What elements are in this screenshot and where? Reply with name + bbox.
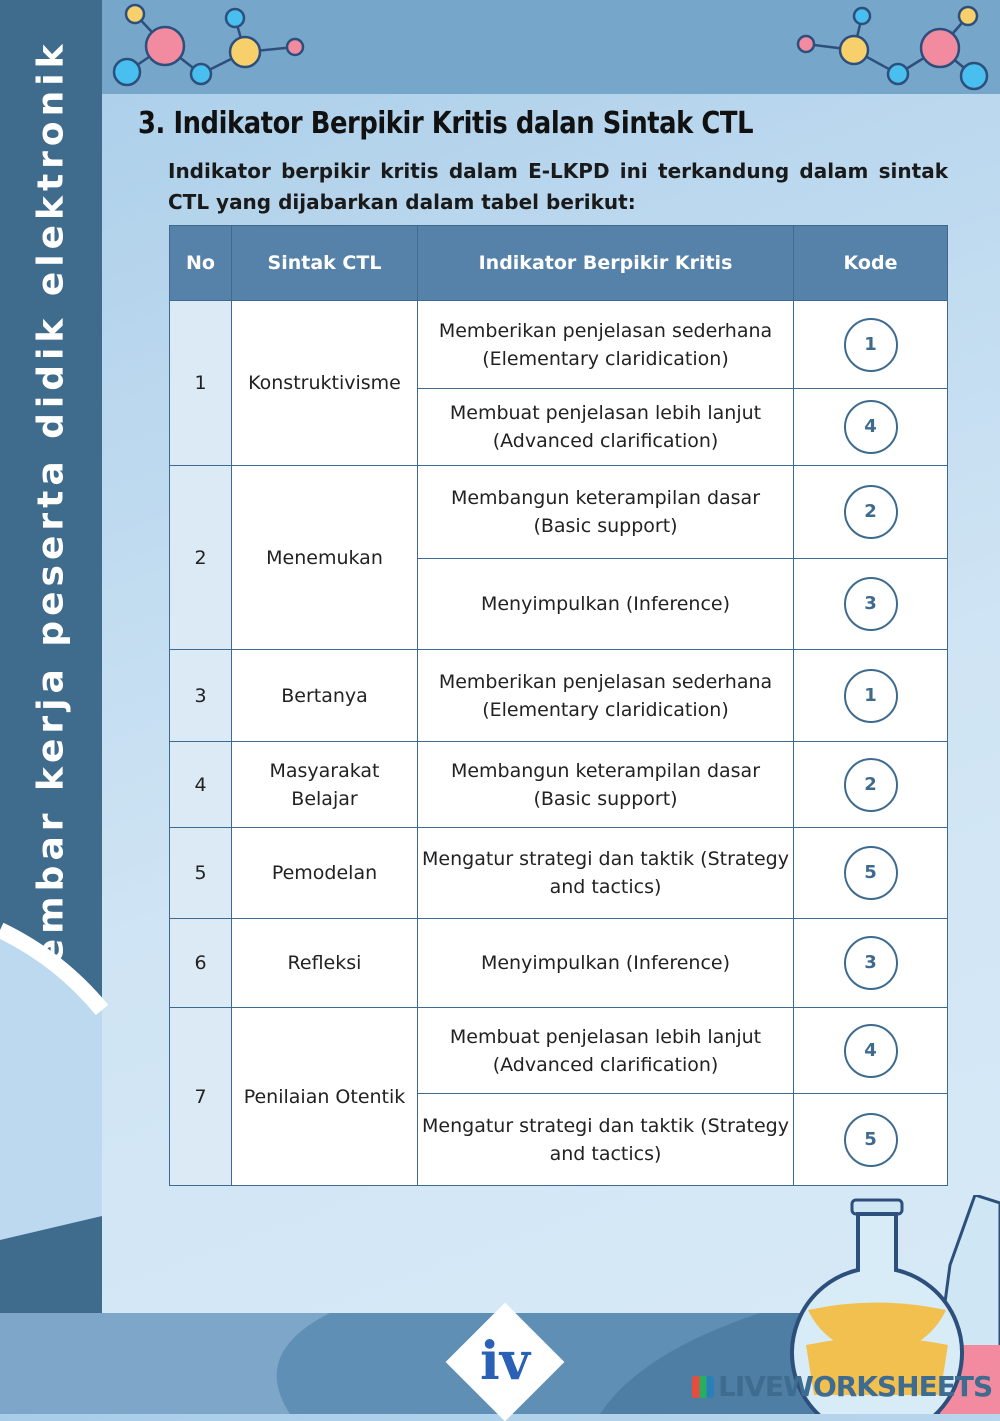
row-number: 7 <box>170 1008 232 1186</box>
liveworksheets-watermark[interactable] <box>692 1370 992 1403</box>
watermark-text: LIVEWORKSHEETS <box>718 1370 993 1403</box>
sidebar-vertical-text: lembar kerja peserta didik elektronik <box>30 39 72 981</box>
code-badge: 3 <box>844 936 898 990</box>
header-indikator: Indikator Berpikir Kritis <box>418 226 794 301</box>
indikator-cell: Mengatur strategi dan taktik (Strategy and tactics) <box>418 828 794 919</box>
code-badge: 2 <box>844 758 898 812</box>
section-title: 3. Indikator Berpikir Kritis dalan Sintak CTL <box>138 106 754 141</box>
table-row <box>170 301 948 389</box>
table-row <box>170 919 948 1008</box>
row-number: 4 <box>170 742 232 828</box>
kode-cell <box>794 389 948 466</box>
code-badge: 3 <box>844 577 898 631</box>
table-row <box>170 466 948 559</box>
sintak-cell: Penilaian Otentik <box>232 1008 418 1186</box>
indikator-cell: Memberikan penjelasan sederhana (Elementary claridication) <box>418 650 794 742</box>
intro-paragraph: Indikator berpikir kritis dalam E-LKPD ini terkandung dalam sintak CTL yang dijabarkan dalam tabel berikut: <box>168 159 948 214</box>
kode-cell <box>794 466 948 559</box>
indicator-table <box>169 225 948 1186</box>
code-badge: 2 <box>844 485 898 539</box>
indikator-cell: Membangun keterampilan dasar (Basic support) <box>418 466 794 559</box>
header-no: No <box>170 226 232 301</box>
molecule-icon-left <box>105 0 315 92</box>
kode-cell <box>794 919 948 1008</box>
table-header-row <box>170 226 948 301</box>
code-badge: 5 <box>844 846 898 900</box>
row-number: 5 <box>170 828 232 919</box>
table-row <box>170 828 948 919</box>
code-badge: 1 <box>844 318 898 372</box>
indikator-cell: Membuat penjelasan lebih lanjut (Advanced clarification) <box>418 389 794 466</box>
kode-cell <box>794 1008 948 1094</box>
indikator-cell: Menyimpulkan (Inference) <box>418 559 794 650</box>
row-number: 3 <box>170 650 232 742</box>
header-kode: Kode <box>794 226 948 301</box>
table-row <box>170 1008 948 1094</box>
kode-cell <box>794 742 948 828</box>
code-badge: 4 <box>844 1024 898 1078</box>
row-number: 6 <box>170 919 232 1008</box>
sintak-cell: Konstruktivisme <box>232 301 418 466</box>
row-number: 2 <box>170 466 232 650</box>
molecule-icon-right <box>790 0 1000 92</box>
table-row <box>170 650 948 742</box>
sintak-cell: Masyarakat Belajar <box>232 742 418 828</box>
code-badge: 5 <box>844 1113 898 1167</box>
liveworksheets-logo-icon <box>692 1376 714 1398</box>
table-row <box>170 742 948 828</box>
sintak-cell: Menemukan <box>232 466 418 650</box>
indikator-cell: Membuat penjelasan lebih lanjut (Advanced clarification) <box>418 1008 794 1094</box>
kode-cell <box>794 1094 948 1186</box>
indikator-cell: Memberikan penjelasan sederhana (Elementary claridication) <box>418 301 794 389</box>
kode-cell <box>794 301 948 389</box>
indikator-cell: Membangun keterampilan dasar (Basic support) <box>418 742 794 828</box>
header-sintak: Sintak CTL <box>232 226 418 301</box>
kode-cell <box>794 650 948 742</box>
sintak-cell: Pemodelan <box>232 828 418 919</box>
kode-cell <box>794 828 948 919</box>
code-badge: 4 <box>844 400 898 454</box>
kode-cell <box>794 559 948 650</box>
page-number: iv <box>480 1331 530 1392</box>
indikator-cell: Mengatur strategi dan taktik (Strategy and tactics) <box>418 1094 794 1186</box>
code-badge: 1 <box>844 669 898 723</box>
sintak-cell: Refleksi <box>232 919 418 1008</box>
row-number: 1 <box>170 301 232 466</box>
indikator-cell: Menyimpulkan (Inference) <box>418 919 794 1008</box>
sintak-cell: Bertanya <box>232 650 418 742</box>
